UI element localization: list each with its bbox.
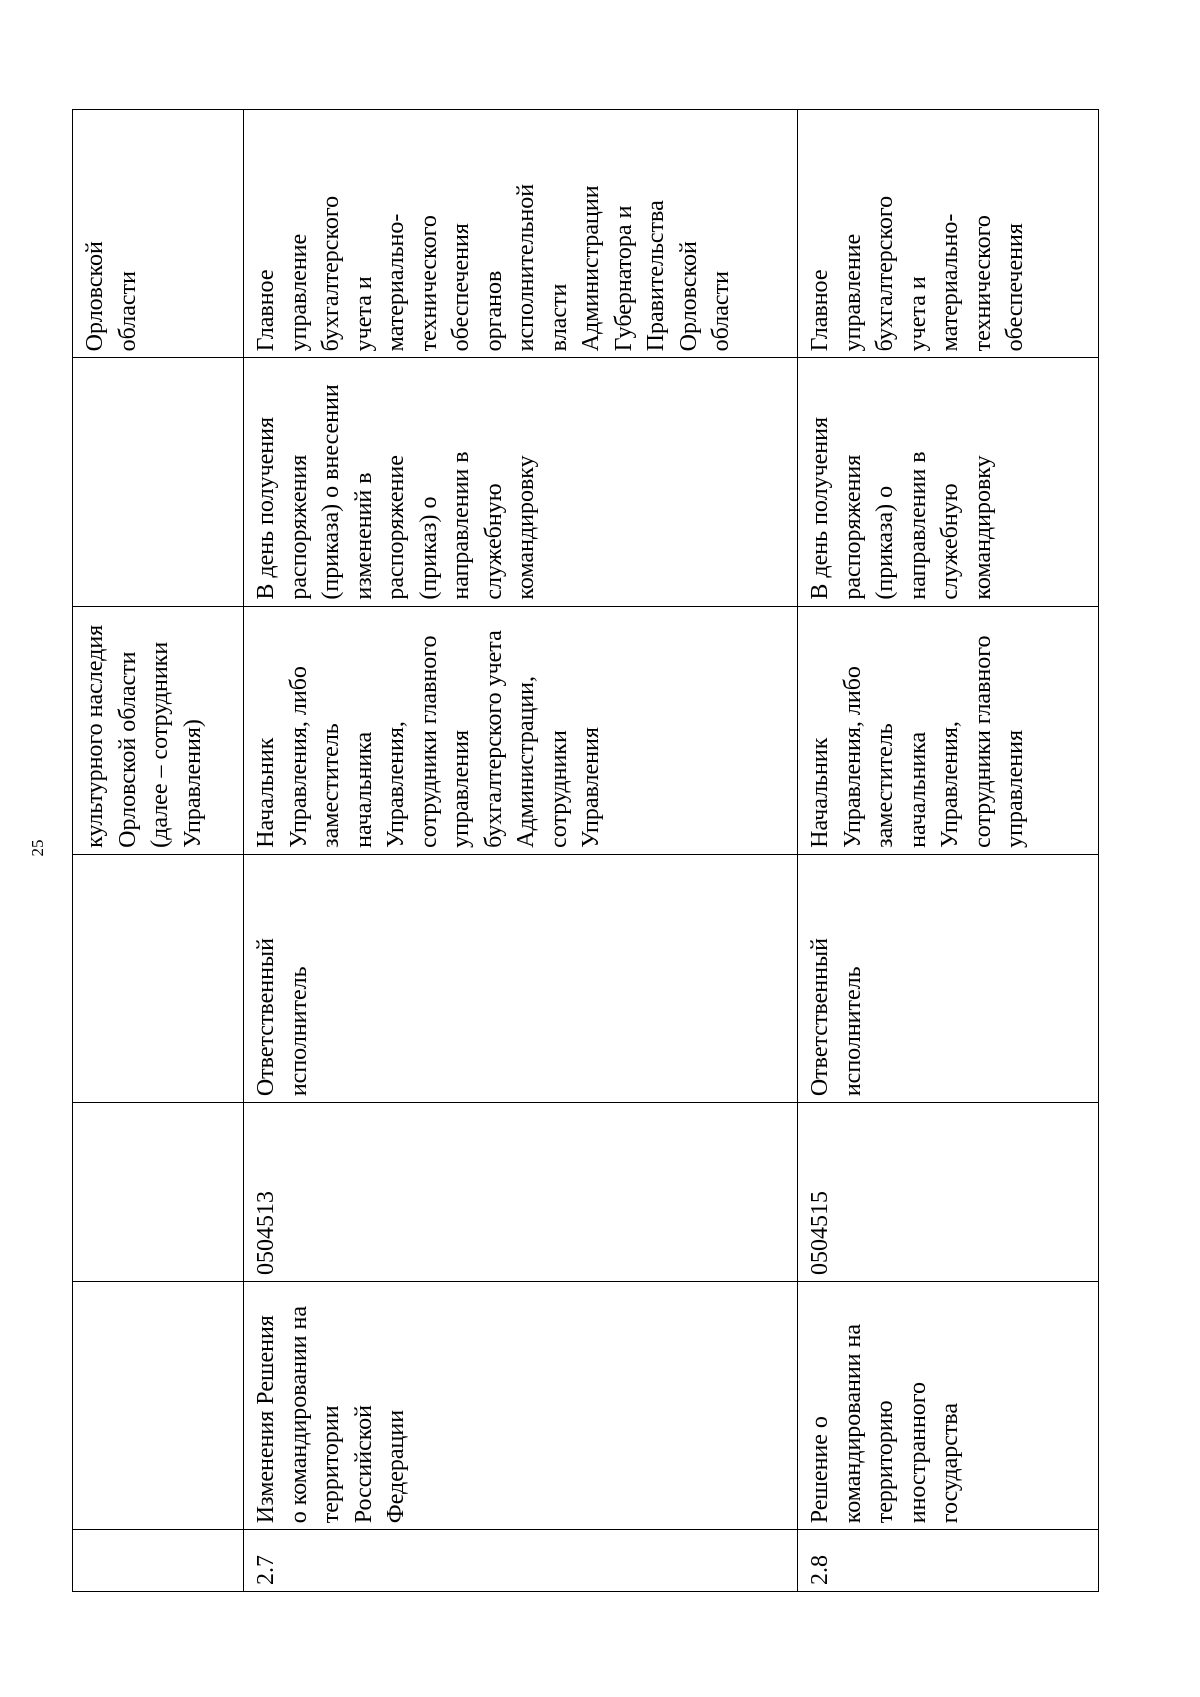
cell-doc-name [73,1281,244,1529]
cell-doc-name: Изменения Решения о командировании на территории Российской Федерации [244,1281,798,1529]
cell-role [73,854,244,1102]
cell-person: Начальник Управления, либо заместитель начальника Управления, сотрудники главного управления [798,606,1099,854]
cell-form-code: 0504515 [798,1103,1099,1282]
cell-num: 2.8 [798,1530,1099,1592]
cell-form-code: 0504513 [244,1103,798,1282]
document-table [72,109,1099,1592]
page-number: 25 [28,839,47,857]
cell-person: Начальник Управления, либо заместитель начальника Управления, сотрудники главного управления бухгалтерского учета Администрации, сотрудники Управления [244,606,798,854]
cell-recipient: Главное управление бухгалтерского учета и материально- технического обеспечения органов исполнительной власти Администрации Губернатора и Правительства Орловской области [244,110,798,358]
cell-deadline: В день получения распоряжения (приказа) о внесении изменений в распоряжение (приказ) о направлении в служебную командировку [244,358,798,606]
cell-deadline: В день получения распоряжения (приказа) о направлении в служебную командировку [798,358,1099,606]
cell-deadline [73,358,244,606]
cell-person: культурного наследия Орловской области (далее – сотрудники Управления) [73,606,244,854]
cell-num: 2.7 [244,1530,798,1592]
rotated-table-container [72,109,1098,1592]
table-row [798,110,1099,1592]
cell-num [73,1530,244,1592]
cell-form-code [73,1103,244,1282]
cell-recipient: Главное управление бухгалтерского учета и материально- технического обеспечения [798,110,1099,358]
cell-recipient: Орловской области [73,110,244,358]
cell-role: Ответственный исполнитель [244,854,798,1102]
table-row [244,110,798,1592]
table-row [73,110,244,1592]
cell-doc-name: Решение о командировании на территорию иностранного государства [798,1281,1099,1529]
cell-role: Ответственный исполнитель [798,854,1099,1102]
